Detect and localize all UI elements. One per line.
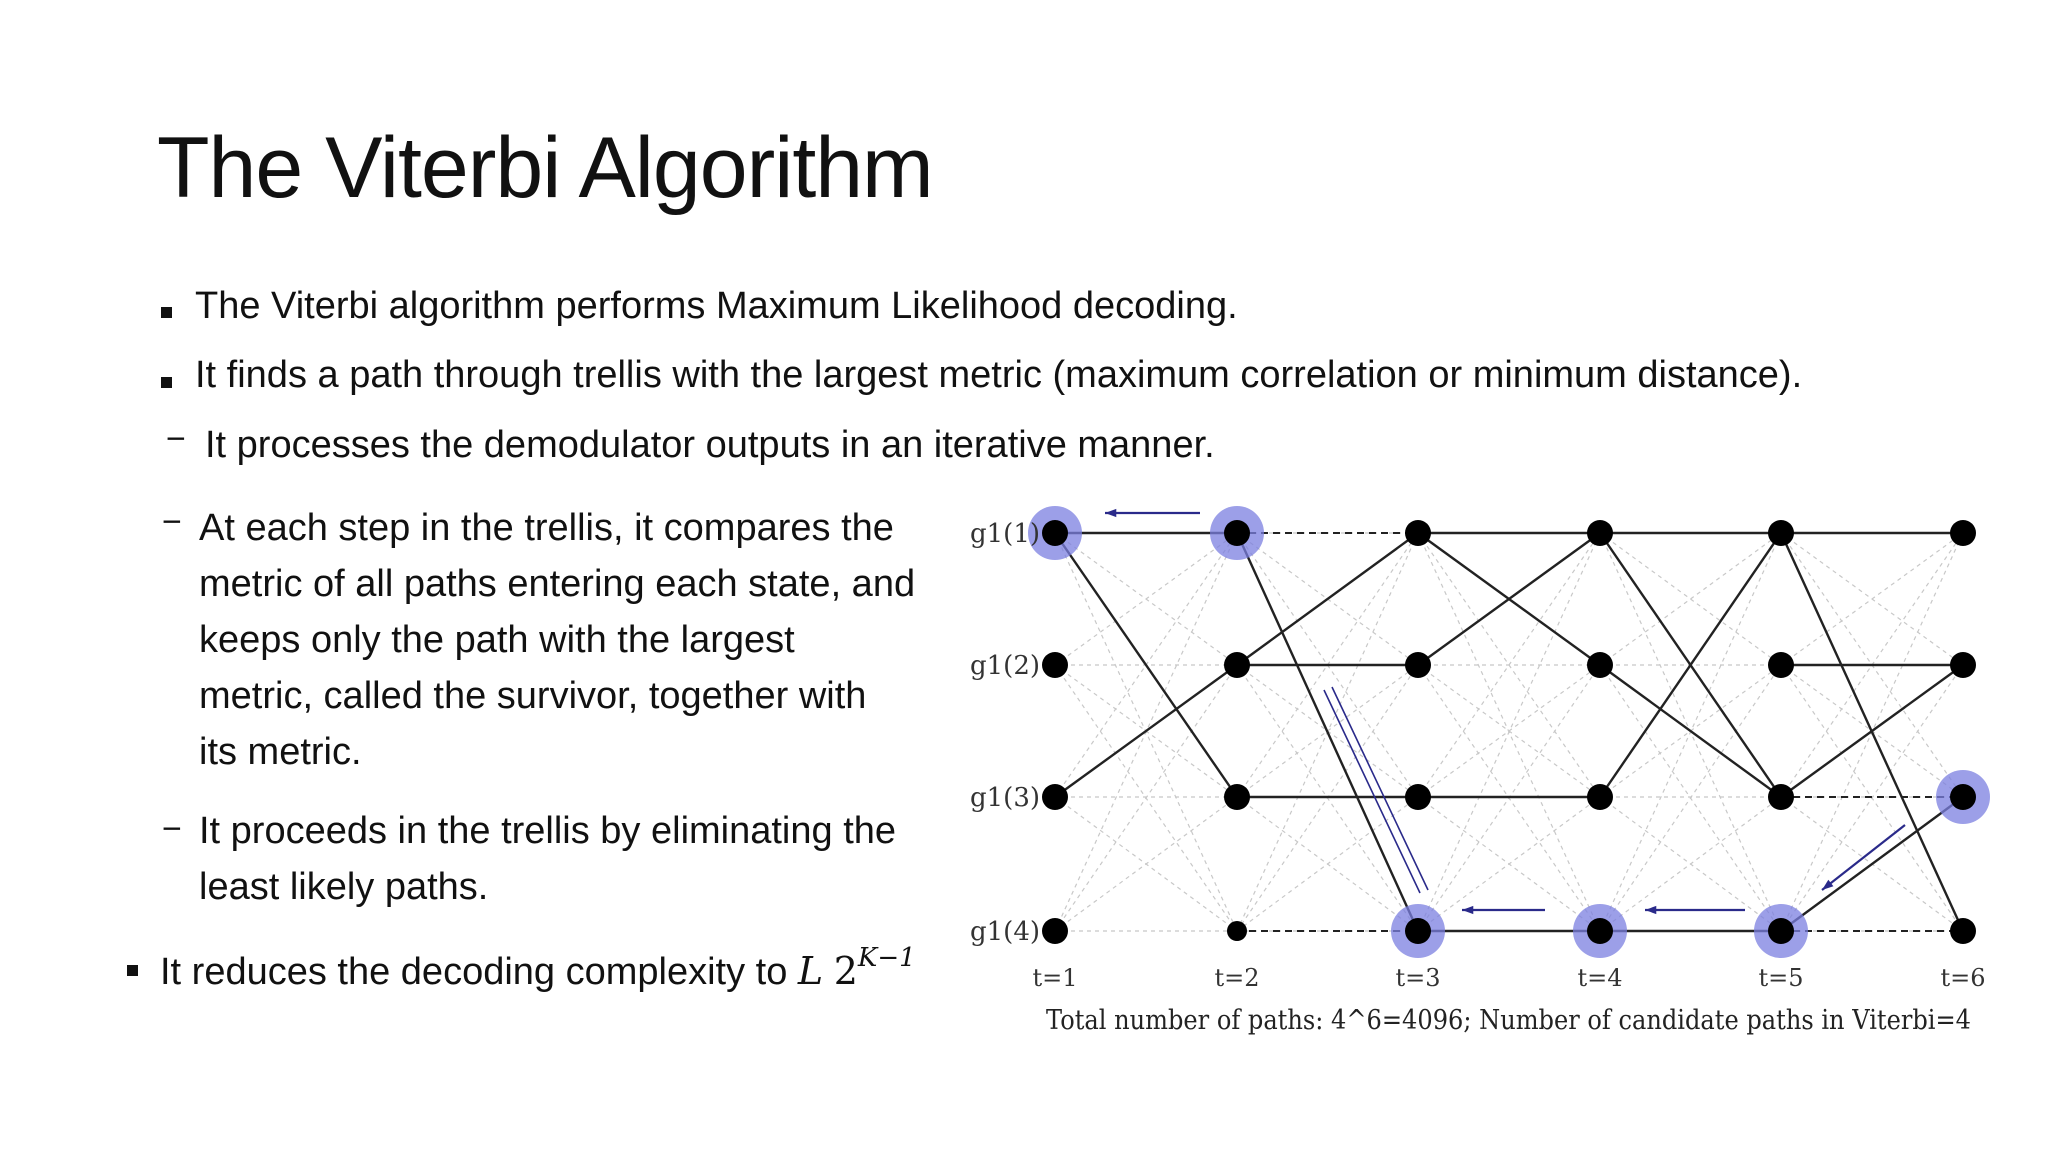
- sub-bullet-2-line-5: its metric.: [199, 731, 362, 773]
- time-label: t=6: [1940, 964, 1986, 992]
- trellis-node: [1587, 520, 1613, 546]
- traceback-arrowhead: [1645, 906, 1656, 914]
- trellis-node: [1227, 921, 1247, 941]
- traceback-arrowhead: [1105, 509, 1116, 517]
- dash-icon: −: [162, 810, 182, 848]
- time-label: t=5: [1758, 964, 1804, 992]
- sub-bullet-2-line-1: At each step in the trellis, it compares the: [199, 507, 894, 549]
- trellis-node: [1768, 520, 1794, 546]
- bullet-square-icon: [161, 293, 172, 325]
- trellis-node: [1587, 652, 1613, 678]
- bullet-2: It finds a path through trellis with the largest metric (maximum correlation or minimum distance).: [195, 354, 1803, 396]
- math-L: L: [797, 949, 824, 993]
- trellis-node: [1224, 520, 1250, 546]
- trellis-node: [1950, 652, 1976, 678]
- trellis-node: [1950, 784, 1976, 810]
- state-label-3: g1(3): [970, 783, 1041, 813]
- traceback-guide-line: [1324, 690, 1420, 893]
- trellis-node: [1405, 918, 1431, 944]
- sub-bullet-1: It processes the demodulator outputs in an iterative manner.: [205, 424, 1215, 466]
- trellis-node: [1224, 784, 1250, 810]
- trellis-caption: Total number of paths: 4^6=4096; Number of candidate paths in Viterbi=4: [1046, 1005, 1971, 1036]
- time-label: t=2: [1214, 964, 1260, 992]
- state-label-2: g1(2): [970, 651, 1041, 681]
- state-label-4: g1(4): [970, 917, 1041, 947]
- trellis-node: [1587, 918, 1613, 944]
- sub-bullet-2-line-4: metric, called the survivor, together with: [199, 675, 867, 717]
- trellis-node: [1950, 918, 1976, 944]
- trellis-diagram: [960, 495, 2010, 1055]
- math-base: 2: [833, 949, 858, 993]
- bullet-square-icon: [127, 951, 138, 983]
- trellis-node: [1768, 918, 1794, 944]
- trellis-node: [1768, 784, 1794, 810]
- bullet-3-text: It reduces the decoding complexity to: [160, 951, 798, 993]
- dash-icon: −: [162, 503, 182, 541]
- bullet-square-icon: [161, 363, 172, 395]
- trellis-node: [1224, 652, 1250, 678]
- sub-bullet-3-line-2: least likely paths.: [199, 866, 489, 908]
- sub-bullet-3-line-1: It proceeds in the trellis by eliminating the: [199, 810, 897, 852]
- time-label: t=4: [1577, 964, 1623, 992]
- trellis-node: [1950, 520, 1976, 546]
- slide-title: The Viterbi Algorithm: [157, 120, 933, 216]
- trellis-node: [1042, 918, 1068, 944]
- trellis-node: [1042, 520, 1068, 546]
- math-exponent: K−1: [857, 943, 916, 973]
- trellis-node: [1587, 784, 1613, 810]
- trellis-node: [1405, 652, 1431, 678]
- sub-bullet-2-line-2: metric of all paths entering each state, and: [199, 563, 916, 605]
- state-label-1: g1(1): [970, 519, 1041, 549]
- trellis-node: [1042, 784, 1068, 810]
- dash-icon: −: [166, 420, 186, 458]
- trellis-node: [1405, 520, 1431, 546]
- bullet-1: The Viterbi algorithm performs Maximum Likelihood decoding.: [195, 285, 1238, 327]
- traceback-arrow: [1822, 825, 1905, 890]
- sub-bullet-2-line-3: keeps only the path with the largest: [199, 619, 795, 661]
- traceback-arrowhead: [1462, 906, 1473, 914]
- trellis-node: [1768, 652, 1794, 678]
- time-label: t=1: [1032, 964, 1078, 992]
- trellis-node: [1405, 784, 1431, 810]
- time-label: t=3: [1395, 964, 1441, 992]
- trellis-node: [1042, 652, 1068, 678]
- bullet-3: [160, 935, 916, 995]
